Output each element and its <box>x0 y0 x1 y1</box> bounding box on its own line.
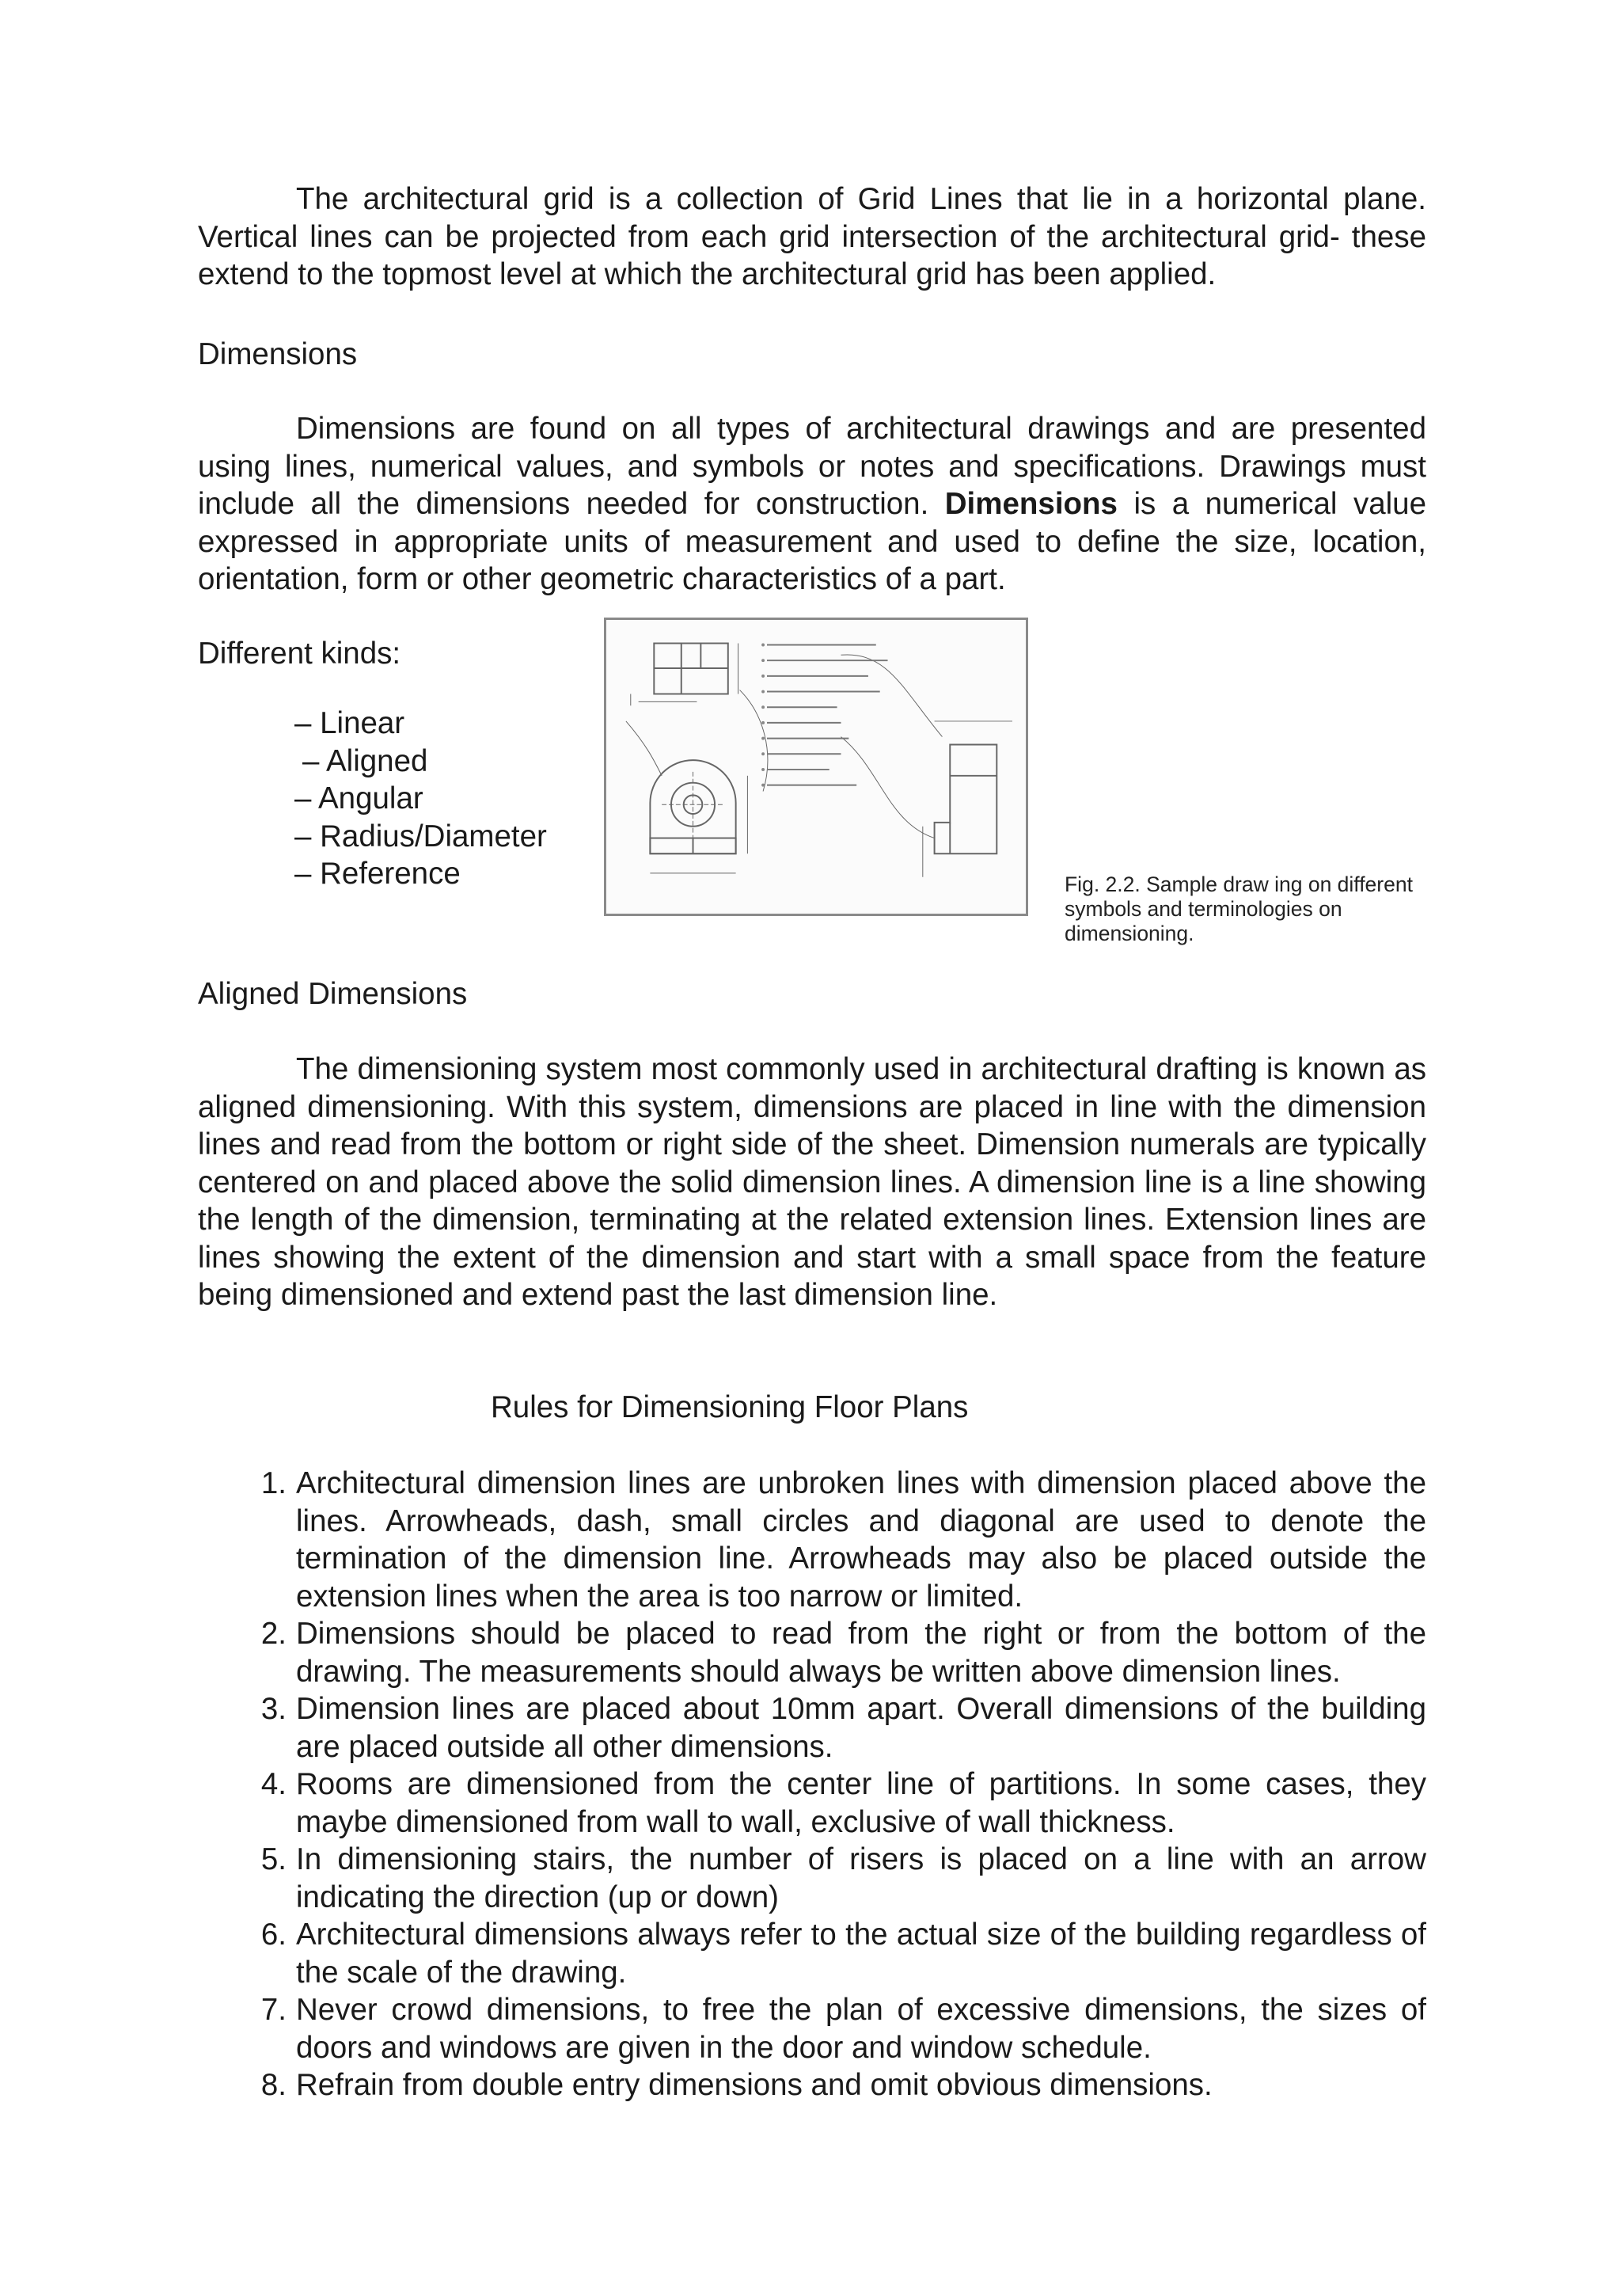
rule-item <box>198 1690 1426 1766</box>
rule-text: Refrain from double entry dimensions and omit obvious dimensions. <box>296 2068 1213 2102</box>
rule-text: Dimension lines are placed about 10mm apart. Overall dimensions of the building are placed outside all other dimensions. <box>296 1692 1426 1764</box>
rule-item <box>198 1465 1426 1615</box>
figure-caption: Fig. 2.2. Sample draw ing on different symbols and terminologies on dimensioning. <box>1065 872 1413 945</box>
aligned-dimensions-heading: Aligned Dimensions <box>198 977 468 1011</box>
dimensions-bold-term: Dimensions <box>944 487 1118 521</box>
rule-text: Architectural dimensions always refer to the actual size of the building regardless of the scale of the drawing. <box>296 1918 1426 1990</box>
dimensioning-figure <box>604 618 1028 916</box>
kind-item: – Linear <box>294 706 405 740</box>
aligned-dimensions-paragraph: The dimensioning system most commonly used in architectural drafting is known as aligned dimensioning. With this system, dimensions are placed in line with the dimension lines and read from the bottom or right side of the sheet. Dimension numerals are typically centered on and placed above the solid dimension lines. A dimension line is a line showing the length of the dimension, terminating at the related extension lines. Extension lines are lines showing the extent of the dimension and start with a small space from the feature being dimensioned and extend past the last dimension line. <box>198 1052 1426 1312</box>
rules-list <box>198 1465 1426 2104</box>
dimensions-paragraph <box>198 410 1426 599</box>
rule-number: 7. <box>260 1993 287 2027</box>
rule-item <box>198 1991 1426 2066</box>
rule-text: Dimensions should be placed to read from the right or from the bottom of the drawing. The measurements should always be written above dimension lines. <box>296 1617 1426 1689</box>
rule-number: 4. <box>260 1767 287 1801</box>
rule-item <box>198 1841 1426 1916</box>
dimensions-heading: Dimensions <box>198 337 358 371</box>
rule-item <box>198 1615 1426 1690</box>
kind-item: – Angular <box>294 781 423 815</box>
rule-text: Never crowd dimensions, to free the plan of excessive dimensions, the sizes of doors and windows are given in the door and window schedule. <box>296 1993 1426 2065</box>
rule-number: 8. <box>260 2068 287 2102</box>
kind-item: – Reference <box>294 857 461 891</box>
rule-number: 6. <box>260 1918 287 1952</box>
rule-number: 5. <box>260 1842 287 1876</box>
rule-text: In dimensioning stairs, the number of risers is placed on a line with an arrow indicating the direction (up or down) <box>296 1842 1426 1914</box>
kind-item: – Aligned <box>302 743 428 778</box>
rule-number: 3. <box>260 1692 287 1726</box>
rule-number: 1. <box>260 1466 287 1500</box>
rule-number: 2. <box>260 1617 287 1651</box>
kinds-list <box>294 705 547 893</box>
intro-paragraph: The architectural grid is a collection of Grid Lines that lie in a horizontal plane. Vertical lines can be projected from each grid intersection of the architectural grid- these extend to the topmost level at which the architectural grid has been applied. <box>198 182 1426 291</box>
dimensions-text-part-2: is a numerical value expressed in appropriate units of measurement and used to define the size, location, orientation, form or other geometric characteristics of a part. <box>198 487 1426 596</box>
dimensions-text-part-1: Dimensions are found on all types of architectural drawings and are presented using lines, numerical values, and symbols or notes and specifications. Drawings must include all the dimensions needed for construction. <box>198 412 1426 521</box>
kinds-heading: Different kinds: <box>198 637 401 671</box>
dimensioning-drawing <box>606 620 1026 914</box>
rule-text: Rooms are dimensioned from the center line of partitions. In some cases, they maybe dimensioned from wall to wall, exclusive of wall thickness. <box>296 1767 1426 1839</box>
rules-title: Rules for Dimensioning Floor Plans <box>491 1390 969 1424</box>
rule-text: Architectural dimension lines are unbroken lines with dimension placed above the lines. Arrowheads, dash, small circles and diagonal are used to denote the termination of the dimension line. Arrowheads may also be placed outside the extension lines when the area is too narrow or limited. <box>296 1466 1426 1614</box>
rule-item <box>198 2066 1426 2104</box>
rule-item <box>198 1916 1426 1991</box>
rule-item <box>198 1766 1426 1841</box>
kind-item: – Radius/Diameter <box>294 819 547 853</box>
